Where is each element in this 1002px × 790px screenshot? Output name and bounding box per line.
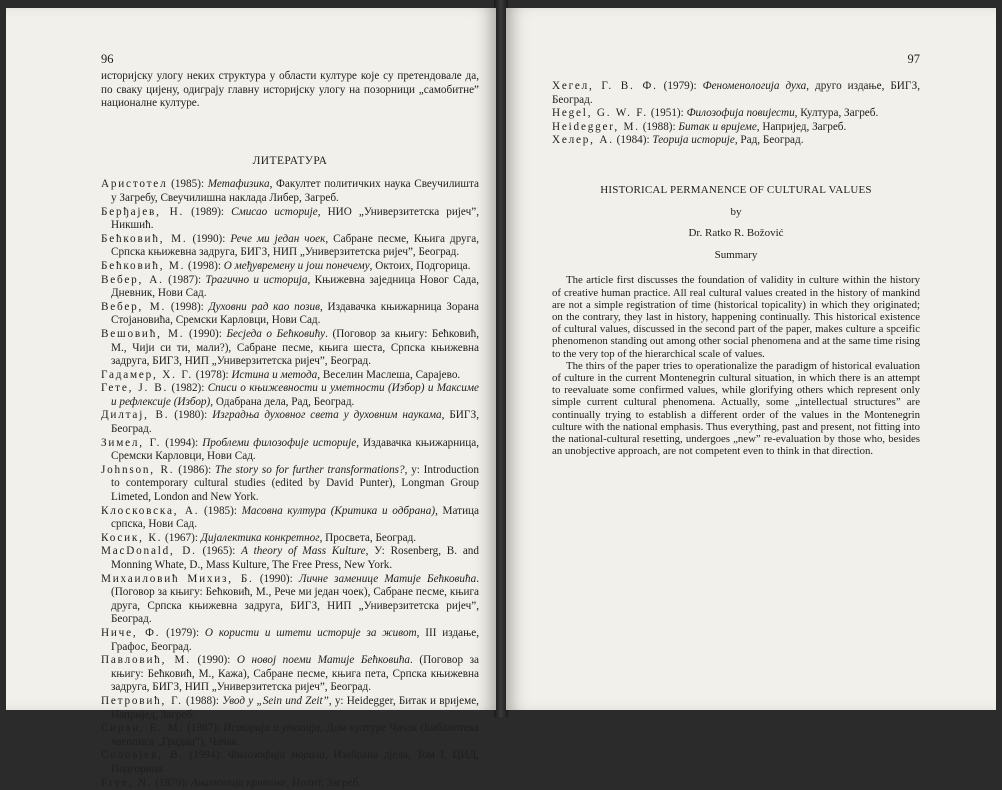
entry-author: Гадамер, Х. Г.: [101, 369, 193, 381]
entry-title: О новој поеми Матије Бећковића: [237, 654, 410, 666]
entry-post: , Дом културе Чачак (Библиотека часописа „Градац”), Чачак.: [111, 722, 479, 748]
entry-author: Johnson, R.: [101, 464, 174, 476]
entry-author: MacDonald, D.: [101, 545, 197, 557]
entry-post: , Одабрана дела, Рад, Београд.: [210, 396, 354, 408]
entry-post: , БИГЗ, Београд.: [111, 409, 479, 435]
entry-title: Дијалектика конкретног: [201, 532, 320, 544]
entry-author: Косик, К.: [101, 532, 162, 544]
bibliography-entry: [101, 409, 479, 436]
summary-body: [552, 274, 920, 457]
entry-title: Рече ми један чоек: [230, 233, 325, 245]
bibliography-entry: [101, 627, 479, 654]
bibliography-entry: [101, 545, 479, 572]
entry-author: Вебер, М.: [101, 301, 166, 313]
entry-author: Гете, J. В.: [101, 382, 168, 394]
entry-title: Личне заменице Матије Бећковића: [299, 573, 476, 585]
entry-pre: (1965):: [197, 545, 242, 557]
entry-title: О међувремену и још понечему: [224, 260, 370, 272]
entry-title: Битак и вријеме: [678, 121, 756, 133]
bibliography-entry: [552, 80, 920, 107]
entry-pre: (1986):: [174, 464, 215, 476]
entry-author: Бећковић, М.: [101, 260, 185, 272]
entry-author: Ниче, Ф.: [101, 627, 160, 639]
entry-author: Аристотел: [101, 178, 167, 190]
byline-by: by: [552, 206, 920, 220]
bibliography-list: [101, 178, 479, 790]
entry-title: Метафизика: [208, 178, 270, 190]
entry-title: Трагично и историја: [205, 274, 307, 286]
bibliography-entry: [552, 134, 920, 148]
entry-post: , Напријед, Загреб.: [757, 121, 846, 133]
entry-title: Филозофија морала: [228, 749, 325, 761]
entry-author: Сиран, Е. М.: [101, 722, 184, 734]
entry-pre: (1998):: [185, 260, 224, 272]
entry-pre: (1990):: [191, 654, 237, 666]
entry-pre: (1988):: [640, 121, 679, 133]
entry-pre: (1985):: [167, 178, 207, 190]
entry-author: Hegel, G. W. F.: [552, 107, 648, 119]
entry-title: Теорија историје: [652, 134, 734, 146]
entry-title: Феноменологија духа: [703, 80, 807, 92]
entry-post: . (Поговор за књигу: Бећковић, М., Чији си ти, мали?), Сабране песме, књига шеста, Српска књижевна задруга, БИГЗ, НИП „Универзитетска ријеч”, Београд.: [111, 328, 479, 367]
right-page: [506, 8, 996, 710]
entry-title: Анатомија критике: [191, 777, 286, 789]
bibliography-entry: [101, 505, 479, 532]
entry-pre: (1979):: [152, 777, 191, 789]
bibliography-entry: [101, 654, 479, 695]
entry-author: Heidegger, M.: [552, 121, 640, 133]
entry-title: Списи о књижевности и уметности (Избор) и Максиме и рефлексије (Избор): [111, 382, 479, 408]
bibliography-entry: [101, 749, 479, 776]
entry-author: Хелер, А.: [552, 134, 614, 146]
entry-pre: (1984):: [614, 134, 653, 146]
entry-post: , Издавачка књижарница Зорана Стојановића, Сремски Карловци, Нови Сад.: [111, 301, 479, 327]
summary-paragraph: The article first discusses the foundation of validity in culture within the history of creative human practice. All real cultural values created in the history of mankind are not a simple registration of time (historical topicality) in which they originated; on the contrary, they last in history, happening continually. This historical existence of cultural values, discussed in the second part of the paper, makes culture a spceific phenomenon standing out among other social phenomena and at the same time rising to the very top of the hierarchical scale of values.: [552, 274, 920, 359]
entry-author: Хегел, Г. В. Ф.: [552, 80, 658, 92]
entry-post: , Октоих, Подгорица.: [370, 260, 471, 272]
entry-title: The story so for further transformations?: [215, 464, 405, 476]
entry-post: , Нолит, Загреб.: [286, 777, 361, 789]
entry-post: , Веселин Маслеша, Сарајево.: [317, 369, 460, 381]
entry-post: , друго издање, БИГЗ, Београд.: [552, 80, 920, 106]
entry-pre: (1979):: [658, 80, 703, 92]
entry-post: . (Поговор за књигу: Бећковић, М., Рече ми један чоек), Сабране песме, књига друга, Српска књижевна задруга, БИГЗ, НИП „Универзитетска ријеч”, Београд.: [111, 573, 479, 626]
bibliography-continued: [552, 80, 920, 148]
summary-label: Summary: [552, 249, 920, 263]
entry-pre: (1979):: [160, 627, 205, 639]
bibliography-entry: [101, 722, 479, 749]
entry-title: Бесједа о Бећковићу: [226, 328, 325, 340]
entry-post: , У: Rosenberg, B. and Monning Whate, D., Mass Kulture, The Free Press, New York.: [111, 545, 479, 571]
entry-author: Вебер, А.: [101, 274, 164, 286]
entry-pre: (1987):: [184, 722, 223, 734]
entry-author: Зимел, Г.: [101, 437, 161, 449]
entry-title: О користи и штети историје за живот: [205, 627, 417, 639]
entry-title: Духовни рад као позив: [209, 301, 320, 313]
entry-pre: (1980):: [169, 409, 212, 421]
bibliography-entry: [101, 437, 479, 464]
entry-post: , Факултет политичких наука Свеучилишта у Загребу, Свеучилишна наклада Либер, Загреб.: [111, 178, 479, 204]
entry-author: Бећковић, М.: [101, 233, 187, 245]
right-page-content: [552, 80, 920, 457]
page-number: 96: [101, 52, 114, 67]
entry-post: , у: Heidegger, Битак и вријеме, Напријед, Загреб.: [111, 695, 479, 721]
entry-title: Историја и утопија: [223, 722, 320, 734]
entry-pre: (1967):: [162, 532, 201, 544]
left-page-content: [101, 70, 479, 790]
bibliography-entry: [552, 107, 920, 121]
entry-post: , Култура, Загреб.: [795, 107, 879, 119]
entry-pre: (1998):: [166, 301, 209, 313]
entry-title: Проблеми филозофије историје: [202, 437, 356, 449]
bibliography-entry: [101, 301, 479, 328]
entry-author: Павловић, М.: [101, 654, 191, 666]
entry-title: Филозофија повијести: [687, 107, 795, 119]
entry-title: Масовна култура (Критика и одбрана): [242, 505, 435, 517]
entry-post: , у: Introduction to contemporary cultural studies (edited by David Punter), Longman Group Limeted, London and New York.: [111, 464, 479, 503]
entry-author: Михаиловић Михиз, Б.: [101, 573, 254, 585]
bibliography-entry: [101, 532, 479, 546]
bibliography-heading: ЛИТЕРАТУРА: [101, 155, 479, 169]
entry-title: Истина и метода: [231, 369, 317, 381]
entry-pre: (1989):: [184, 206, 231, 218]
bibliography-entry: [101, 573, 479, 627]
summary-title: HISTORICAL PERMANENCE OF CULTURAL VALUES: [552, 184, 920, 198]
entry-title: Смисао историје: [231, 206, 318, 218]
bibliography-entry: [101, 260, 479, 274]
entry-author: Вешовић, М.: [101, 328, 184, 340]
left-page: [6, 8, 496, 710]
entry-author: Петровић, Г.: [101, 695, 183, 707]
bibliography-entry: [101, 178, 479, 205]
bibliography-entry: [101, 695, 479, 722]
entry-pre: (1990):: [184, 328, 226, 340]
bibliography-entry: [101, 369, 479, 383]
summary-author: Dr. Ratko R. Božović: [552, 227, 920, 241]
entry-pre: (1982):: [168, 382, 208, 394]
bibliography-entry: [101, 464, 479, 505]
entry-author: Frye, N.: [101, 777, 152, 789]
bibliography-entry: [101, 328, 479, 369]
entry-post: , Изабрана дјела, Том I, ЦИД, Подгорица.: [111, 749, 479, 775]
entry-post: , Издавачка књижарница, Сремски Карловци, Нови Сад.: [111, 437, 479, 463]
entry-pre: (1990):: [187, 233, 230, 245]
entry-post: , Просвета, Београд.: [320, 532, 417, 544]
entry-pre: (1990):: [254, 573, 299, 585]
entry-pre: (1951):: [648, 107, 687, 119]
page-number: 97: [908, 52, 921, 67]
entry-author: Берђајев, Н.: [101, 206, 184, 218]
entry-author: Клосковска, А.: [101, 505, 199, 517]
entry-post: , Књижевна заједница Новог Сада, Дневник, Нови Сад.: [111, 274, 479, 300]
entry-title: A theory of Mass Kulture: [241, 545, 365, 557]
bibliography-entry: [101, 206, 479, 233]
entry-post: , III издање, Графос, Београд.: [111, 627, 479, 653]
bibliography-entry: [552, 121, 920, 135]
entry-pre: (1994):: [161, 437, 202, 449]
entry-title: Увод у „Sein und Zeit”: [222, 695, 329, 707]
bibliography-entry: [101, 777, 479, 790]
entry-post: . (Поговор за књигу: Бећковић, М., Кажа), Сабране песме, књига пета, Српска књижевна задруга, БИГЗ, НИП „Универзитетска ријеч”, Београд.: [111, 654, 479, 693]
entry-pre: (1994):: [184, 749, 228, 761]
entry-pre: (1978):: [193, 369, 232, 381]
entry-post: , Матица српска, Нови Сад.: [111, 505, 479, 531]
entry-author: Дилтај, В.: [101, 409, 169, 421]
entry-title: Изградња духовног света у духовним наукама: [212, 409, 441, 421]
entry-author: Соловјев, В.: [101, 749, 184, 761]
summary-paragraph: The thirs of the paper tries to operationalize the paradigm of historical evaluation of culture in the current Montenegrin cultural situation, in which there is an attempt to reevaluate some confirmed values, while glorifying others which represent only simple current cultural phenomena. Actually, some „intellectual structures” are continually trying to establish a different order of the values in the Montenegrin culture with the national emphasis. Thus everything, past and present, not fitting into the national-cultural resetting, undergoes „new” re-evaluation by those who, besides an unobjective approach, are not competent even to think in that direction.: [552, 360, 920, 458]
entry-post: , НИО „Универзитетска ријеч”, Никшић.: [111, 206, 479, 232]
entry-pre: (1987):: [164, 274, 206, 286]
entry-pre: (1988):: [183, 695, 222, 707]
bibliography-entry: [101, 233, 479, 260]
bibliography-entry: [101, 274, 479, 301]
entry-post: , Сабране песме, Књига друга, Српска књижевна задруга, БИГЗ, НИП „Универзитетска ријеч”, Београд.: [111, 233, 479, 259]
bibliography-entry: [101, 382, 479, 409]
entry-post: , Рад, Београд.: [735, 134, 804, 146]
intro-paragraph: историјску улогу неких структура у области културе које су претендовале да, по сваку цијену, одиграју главну историјску улогу на позорници „самобитне” националне културе.: [101, 70, 479, 111]
entry-pre: (1985):: [199, 505, 241, 517]
